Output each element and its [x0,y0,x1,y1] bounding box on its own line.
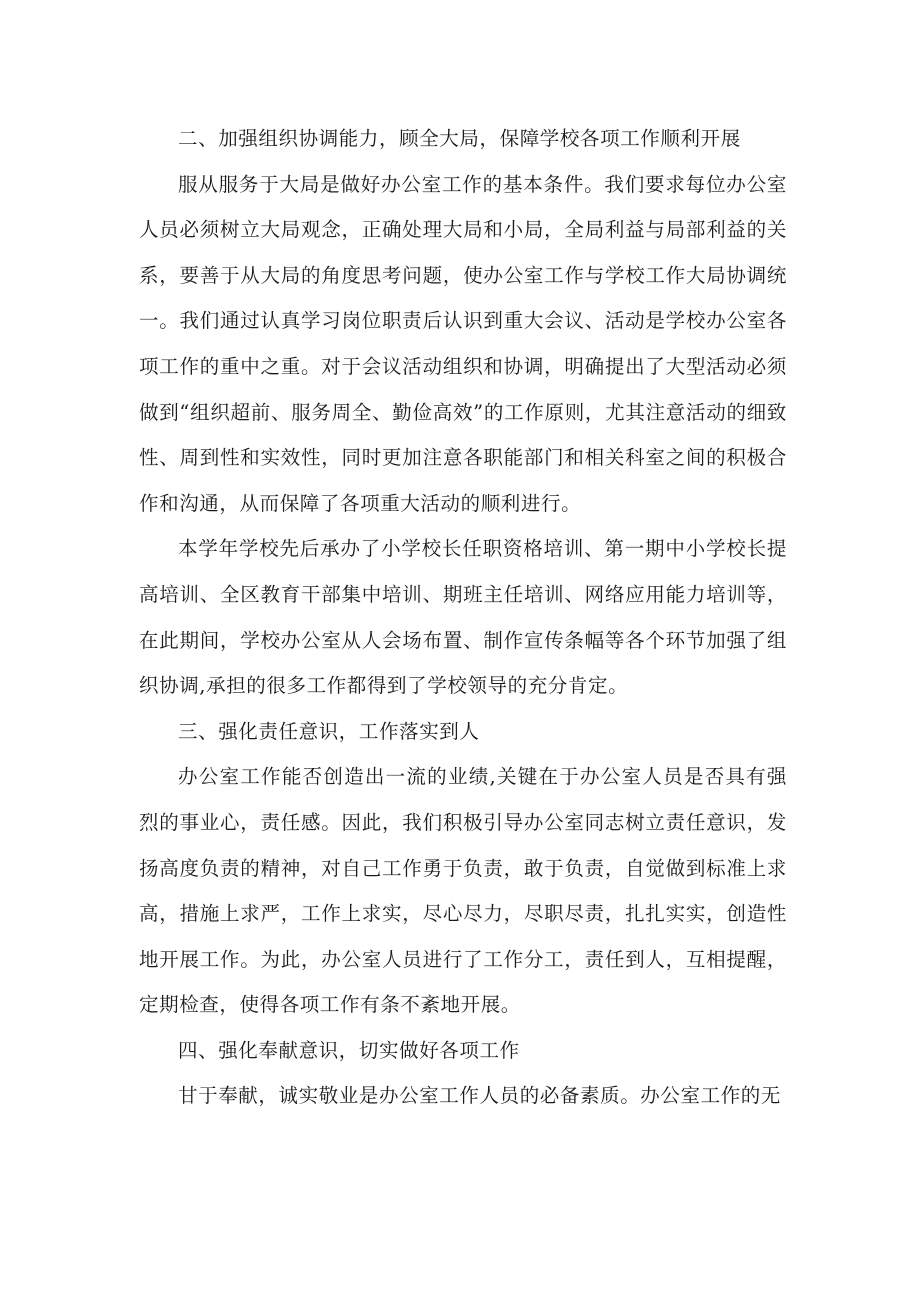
paragraph-responsibility: 办公室工作能否创造出一流的业绩,关键在于办公室人员是否具有强烈的事业心，责任感。因此，我们积极引导办公室同志树立责任意识，发扬高度负责的精神，对自己工作勇于负责，敢于负责，自觉做到标准上求高，措施上求严，工作上求实，尽心尽力，尽职尽责，扎扎实实，创造性地开展工作。为此，办公室人员进行了工作分工，责任到人，互相提醒，定期检查，使得各项工作有条不紊地开展。 [139,765,787,1017]
section-heading-2: 二、加强组织协调能力，顾全大局，保障学校各项工作顺利开展 [178,127,741,150]
paragraph-overall-situation: 服从服务于大局是做好办公室工作的基本条件。我们要求每位办公室人员必须树立大局观念，正确处理大局和小局，全局利益与局部利益的关系，要善于从大局的角度思考问题，使办公室工作与学校工作大局协调统一。我们通过认真学习岗位职责后认识到重大会议、活动是学校办公室各项工作的重中之重。对于会议活动组织和协调，明确提出了大型活动必须做到“组织超前、服务周全、勤俭高效”的工作原则，尤其注意活动的细致性、周到性和实效性，同时更加注意各职能部门和相关科室之间的积极合作和沟通，从而保障了各项重大活动的顺利进行。 [139,172,787,515]
section-heading-3: 三、强化责任意识，工作落实到人 [178,719,480,743]
paragraph-dedication: 甘于奉献，诚实敬业是办公室工作人员的必备素质。办公室工作的无 [178,1084,782,1108]
paragraph-training-events: 本学年学校先后承办了小学校长任职资格培训、第一期中小学校长提高培训、全区教育干部集中培训、期班主任培训、网络应用能力培训等，在此期间，学校办公室从人会场布置、制作宣传条幅等各个环节加强了组织协调,承担的很多工作都得到了学校领导的充分肯定。 [139,537,787,698]
document-body [139,116,787,1119]
section-heading-4: 四、强化奉献意识，切实做好各项工作 [178,1038,520,1062]
